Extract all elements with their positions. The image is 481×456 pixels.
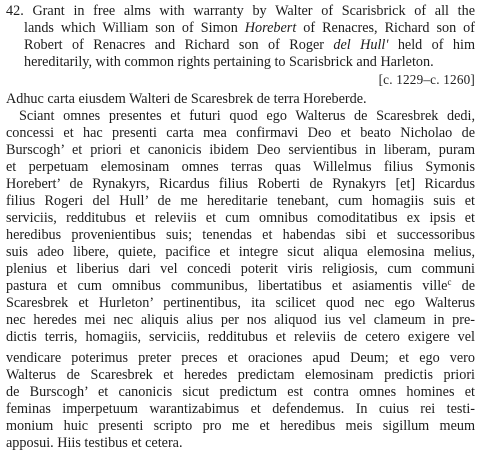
charter-line: nec heredes mei nec aliquis alius per nos aliquod ius vel clameum in pre- (6, 312, 475, 328)
charter-text (6, 108, 475, 452)
charter-line: heredibus provenientibus suis; tenendas et habendas sibi et successoribus (6, 227, 475, 243)
charter-heading: Adhuc carta eiusdem Walteri de Scaresbrek de terra Horeberde. (6, 91, 367, 107)
charter-line: Scaresbrek et Hurleton’ pertinentibus, ita scilicet quod nec ego Walterus (6, 295, 475, 311)
charter-line: pastura et cum omnibus communibus, libertatibus et asiamentis ville$^c$ de (6, 277, 475, 294)
document-page (6, 3, 475, 452)
charter-line: Horebert’ de Rynakyrs, Ricardus filius Roberti de Rynakyrs [et] Ricardus (6, 176, 475, 192)
charter-line: plenius et liberius dari vel concedi poterit viris religiosis, cum communi (6, 261, 475, 277)
charter-line: et perpetuam elemosinam omnes terras quas Willelmus filius Symonis (6, 159, 475, 175)
charter-line: dictis terris, homagiis, serviciis, redditubus et releviis de cetero exigere vel (6, 329, 475, 345)
charter-line: serviciis, redditubus et releviis et cum omnibus comoditatibus ex ipsis et (6, 210, 475, 226)
charter-line: vendicare poterimus preter preces et oraciones apud Deum; et ego vero (6, 350, 475, 366)
summary-line: Robert of Renacres and Richard son of Roger del Hull' held of him (24, 37, 475, 53)
charter-line: Walterus de Scaresbrek et heredes predictam elemosinam predictis priori (6, 367, 475, 383)
summary-line: 42. Grant in free alms with warranty by Walter of Scarisbrick of all the (6, 3, 475, 19)
summary-line: hereditarily, with common rights pertaining to Scarisbrick and Harleton. (24, 54, 434, 70)
summary-line: lands which William son of Simon Horebert of Renacres, Richard son of (24, 20, 475, 36)
charter-line: filius Rogeri del Hull’ de me hereditarie tenebant, cum homagiis suis et (6, 193, 475, 209)
charter-line: de Burscogh’ et canonicis sicut predictum est contra omnes homines et (6, 384, 475, 400)
charter-line: Sciant omnes presentes et futuri quod ego Walterus de Scaresbrek dedi, (19, 108, 475, 124)
entry-summary (6, 3, 475, 71)
entry-number: 42. (6, 3, 33, 19)
charter-line: Burscogh’ et priori et canonicis ibidem Deo servientibus in liberam, puram (6, 142, 475, 158)
charter-line: suis adeo libere, quiete, pacifice et integre sicut aliqua elemosina melius, (6, 244, 475, 260)
italic-name: Horebert (244, 20, 297, 36)
superscript-abbrev: c (447, 277, 452, 287)
charter-line: feminas imperpetuum warantizabimus et defendemus. In cuius rei testi- (6, 401, 475, 417)
charter-line: monium huic presenti scripto pro me et heredibus meis sigillum meum (6, 418, 475, 434)
italic-name: del Hull' (333, 37, 389, 53)
charter-line: apposui. Hiis testibus et cetera. (6, 435, 183, 451)
entry-date: [c. 1229–c. 1260] (378, 72, 475, 87)
charter-line: concessi et hac presenti carta mea confirmavi Deo et beato Nicholao de (6, 125, 475, 141)
